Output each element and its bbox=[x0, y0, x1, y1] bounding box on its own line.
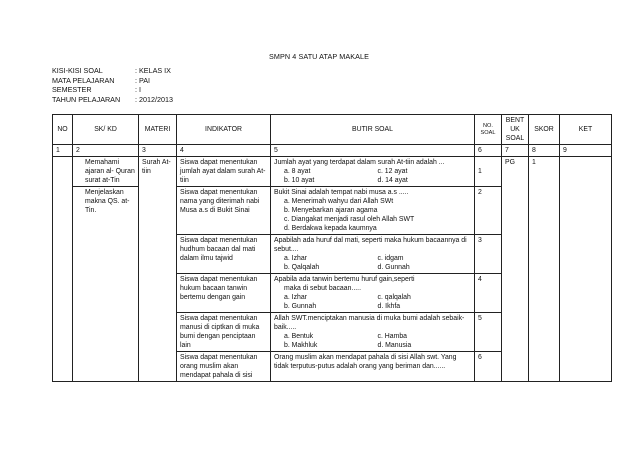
answer-option: b. Makhluk bbox=[284, 342, 318, 349]
header-indikator: INDIKATOR bbox=[177, 115, 271, 145]
question-text: Orang muslim akan mendapat pahala di sisi Allah swt. Yang tidak terputus-putus adalah orang yang beriman dan...... bbox=[274, 354, 457, 370]
cell-bentuk: PG bbox=[502, 157, 529, 382]
answer-options bbox=[274, 254, 471, 272]
cell-soal bbox=[271, 157, 475, 187]
answer-option: d. 14 ayat bbox=[377, 177, 408, 184]
cell-indikator: Siswa dapat menentukan jumlah ayat dalam surah At-tiin bbox=[177, 157, 271, 187]
answer-options bbox=[274, 197, 471, 233]
kisi-kisi-table bbox=[52, 114, 612, 382]
cell-indikator: Siswa dapat menentukan manusi di ciptkan di muka bumi dengan penciptaan lain bbox=[177, 313, 271, 352]
cell-soal bbox=[271, 187, 475, 235]
question-text: Apabilah ada huruf dal mati, seperti maka hukum bacaannya di sebut.... bbox=[274, 237, 467, 253]
meta-value: : I bbox=[135, 85, 141, 95]
cell-no-soal: 4 bbox=[475, 274, 502, 313]
column-number: 4 bbox=[177, 145, 271, 157]
column-number: 5 bbox=[271, 145, 475, 157]
cell-no bbox=[53, 157, 73, 382]
meta-key: KISI-KISI SOAL bbox=[52, 66, 103, 75]
cell-materi: Surah At-tiin bbox=[139, 157, 177, 382]
header-skkd: SK/ KD bbox=[73, 115, 139, 145]
header-row bbox=[53, 115, 612, 145]
question-text: Apabila ada tanwin bertemu huruf gain,seperti bbox=[274, 276, 415, 283]
cell-no-soal bbox=[475, 157, 502, 187]
header-butir-soal: BUTIR SOAL bbox=[271, 115, 475, 145]
column-number: 3 bbox=[139, 145, 177, 157]
answer-option: c. idgam bbox=[377, 255, 404, 262]
header-no-soal bbox=[475, 115, 502, 145]
meta-key: SEMESTER bbox=[52, 85, 92, 95]
cell-no-soal: 2 bbox=[475, 187, 502, 235]
column-number: 7 bbox=[502, 145, 529, 157]
cell-soal bbox=[271, 352, 475, 382]
column-number-row bbox=[53, 145, 612, 157]
meta-value: : KELAS IX bbox=[135, 66, 171, 75]
meta-value: : PAI bbox=[135, 75, 151, 85]
answer-option: a. 8 ayat bbox=[284, 168, 311, 175]
question-text-continued: maka di sebut bacaan..... bbox=[284, 285, 361, 292]
answer-option: b. Gunnah bbox=[284, 303, 317, 310]
meta-row bbox=[52, 76, 173, 86]
header-no-soal-line: SOAL bbox=[480, 129, 496, 136]
school-title: SMPN 4 SATU ATAP MAKALE bbox=[268, 52, 370, 61]
cell-skor: 1 bbox=[529, 157, 560, 382]
answer-option: c. 12 ayat bbox=[377, 168, 408, 175]
meta-key: MATA PELAJARAN bbox=[52, 75, 115, 85]
cell-no-soal: 3 bbox=[475, 235, 502, 274]
header-skor: SKOR bbox=[529, 115, 560, 145]
answer-option: b. Menyebarkan ajaran agama bbox=[284, 207, 378, 214]
answer-option: a. Menerimah wahyu dari Allah SWt bbox=[284, 198, 394, 205]
meta-block bbox=[52, 66, 173, 104]
cell-soal bbox=[271, 274, 475, 313]
cell-no-soal: 5 bbox=[475, 313, 502, 352]
cell-no-soal: 6 bbox=[475, 352, 502, 382]
cell-indikator: Siswa dapat menentukan nama yang diterimah nabi Musa a.s di Bukit Sinai bbox=[177, 187, 271, 235]
column-number: 8 bbox=[529, 145, 560, 157]
cell-soal bbox=[271, 313, 475, 352]
answer-option: c. Diangakat menjadi rasul oleh Allah SWT bbox=[284, 216, 415, 223]
header-bentuk-line: BENT bbox=[505, 117, 525, 124]
meta-row bbox=[52, 85, 173, 95]
spacer bbox=[478, 158, 498, 167]
header-materi: MATERI bbox=[139, 115, 177, 145]
cell-sk: Menjelaskan makna QS. at-Tin. bbox=[73, 187, 139, 382]
answer-option: b. 10 ayat bbox=[284, 177, 315, 184]
no-soal-value: 1 bbox=[478, 168, 482, 175]
answer-option: a. Izhar bbox=[284, 294, 307, 301]
answer-options bbox=[274, 167, 471, 185]
column-number: 2 bbox=[73, 145, 139, 157]
answer-option: a. Izhar bbox=[284, 255, 307, 262]
answer-option: d. Manusia bbox=[377, 342, 412, 349]
cell-sk: Memahami ajaran al- Quran surat at-Tin bbox=[73, 157, 139, 187]
question-text: Allah SWT.menciptakan manusia di muka bumi adalah sebaik-baik..... bbox=[274, 315, 465, 331]
answer-option: d. Berdakwa kepada kaumnya bbox=[284, 225, 377, 232]
answer-option: c. Hamba bbox=[377, 333, 407, 340]
meta-row bbox=[52, 66, 173, 76]
column-number: 1 bbox=[53, 145, 73, 157]
answer-option: c. qalqalah bbox=[377, 294, 411, 301]
question-text: Jumlah ayat yang terdapat dalam surah At-tiin adalah ... bbox=[274, 159, 445, 166]
cell-indikator: Siswa dapat menentukan orang muslim akan mendapat pahala di sisi bbox=[177, 352, 271, 382]
answer-option: b. Qalqalah bbox=[284, 264, 320, 271]
answer-option: d. Gunnah bbox=[377, 264, 410, 271]
answer-option: d. Ikhfa bbox=[377, 303, 401, 310]
header-ket: KET bbox=[560, 115, 612, 145]
cell-indikator: Siswa dapat menentukan hukum bacaan tanwin bertemu dengan gain bbox=[177, 274, 271, 313]
cell-ket bbox=[560, 157, 612, 382]
meta-row bbox=[52, 95, 173, 105]
header-bentuk-line: SOAL bbox=[505, 135, 525, 142]
cell-indikator: Siswa dapat menentukan hudhum bacaan dal mati dalam ilmu tajwid bbox=[177, 235, 271, 274]
table-row bbox=[53, 157, 612, 187]
header-no: NO bbox=[53, 115, 73, 145]
header-bentuk-line: UK bbox=[510, 126, 520, 133]
question-text: Bukit Sinai adalah tempat nabi musa a.s ..... bbox=[274, 189, 409, 196]
answer-options bbox=[274, 293, 471, 311]
header-bentuk-soal bbox=[502, 115, 529, 145]
answer-option: a. Bentuk bbox=[284, 333, 314, 340]
answer-options bbox=[274, 332, 471, 350]
header-no-soal-line: NO. bbox=[483, 122, 493, 129]
meta-key: TAHUN PELAJARAN bbox=[52, 94, 121, 104]
meta-value: : 2012/2013 bbox=[135, 94, 173, 104]
cell-soal bbox=[271, 235, 475, 274]
column-number: 6 bbox=[475, 145, 502, 157]
column-number: 9 bbox=[560, 145, 612, 157]
